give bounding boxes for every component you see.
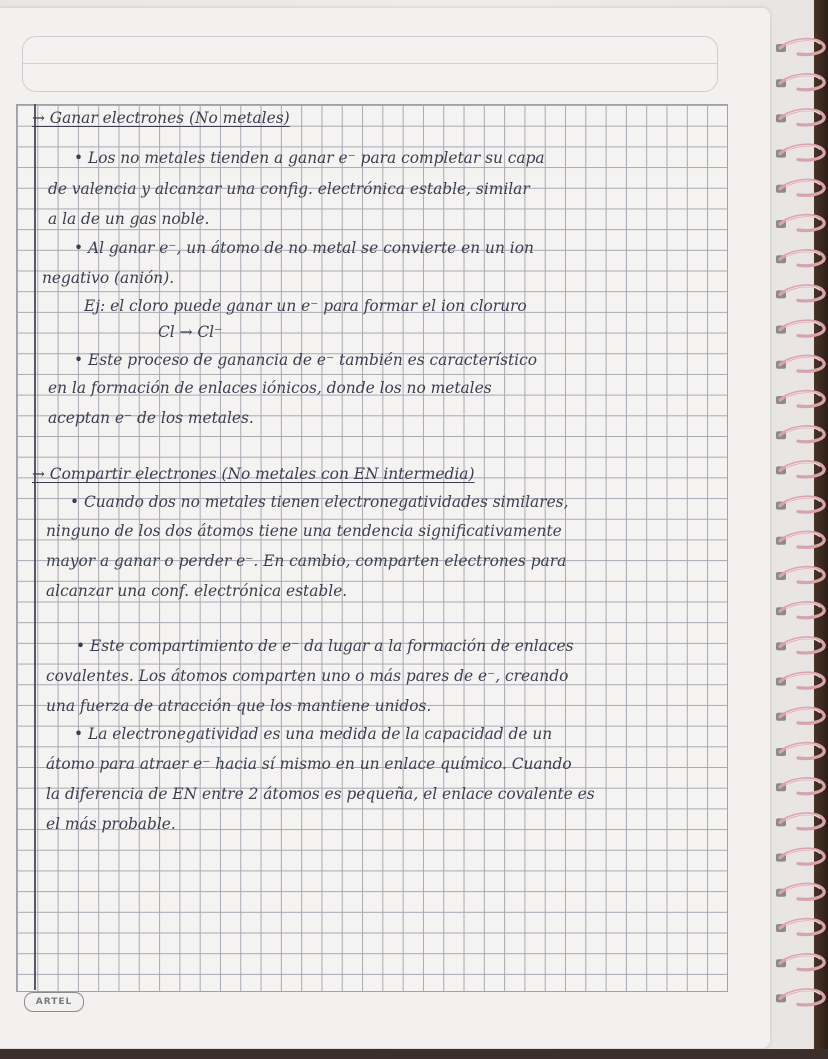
chemical-equation: Cl → Cl⁻	[158, 323, 223, 341]
note-line: • Los no metales tienden a ganar e⁻ para completar su capa	[74, 149, 545, 167]
table-bottom-edge	[0, 1049, 828, 1059]
note-line: • Este proceso de ganancia de e⁻ también es característico	[74, 351, 537, 369]
note-line: de valencia y alcanzar una config. electrónica estable, similar	[48, 180, 530, 198]
note-line: • Al ganar e⁻, un átomo de no metal se convierte en un ion	[74, 239, 534, 257]
note-line: • Cuando dos no metales tienen electronegatividades similares,	[70, 493, 569, 511]
note-line: a la de un gas noble.	[48, 210, 210, 228]
note-line: la diferencia de EN entre 2 átomos es pequeña, el enlace covalente es	[46, 785, 595, 803]
note-line: ninguno de los dos átomos tiene una tendencia significativamente	[46, 522, 562, 540]
note-line: en la formación de enlaces iónicos, donde los no metales	[48, 379, 492, 397]
note-line: el más probable.	[46, 815, 176, 833]
note-line: negativo (anión).	[42, 269, 175, 287]
page-header-box	[22, 36, 718, 92]
note-line: covalentes. Los átomos comparten uno o más pares de e⁻, creando	[46, 667, 569, 685]
note-line: • Este compartimiento de e⁻ da lugar a la formación de enlaces	[76, 637, 574, 655]
note-line: una fuerza de atracción que los mantiene unidos.	[46, 697, 432, 715]
brand-logo: ARTEL	[24, 992, 84, 1012]
section-heading-ganar: → Ganar electrones (No metales)	[32, 109, 290, 127]
note-line: Ej: el cloro puede ganar un e⁻ para formar el ion cloruro	[84, 297, 527, 315]
note-line: aceptan e⁻ de los metales.	[48, 409, 254, 427]
section-heading-compartir: → Compartir electrones (No metales con EN intermedia)	[32, 465, 475, 483]
note-line: alcanzar una conf. electrónica estable.	[46, 582, 348, 600]
note-line: mayor a ganar o perder e⁻. En cambio, comparten electrones para	[46, 552, 567, 570]
margin-line	[34, 104, 36, 990]
header-rule	[23, 63, 717, 64]
spiral-binding	[762, 30, 828, 1020]
note-line: • La electronegatividad es una medida de la capacidad de un	[74, 725, 553, 743]
note-line: átomo para atraer e⁻ hacia sí mismo en un enlace químico. Cuando	[46, 755, 572, 773]
